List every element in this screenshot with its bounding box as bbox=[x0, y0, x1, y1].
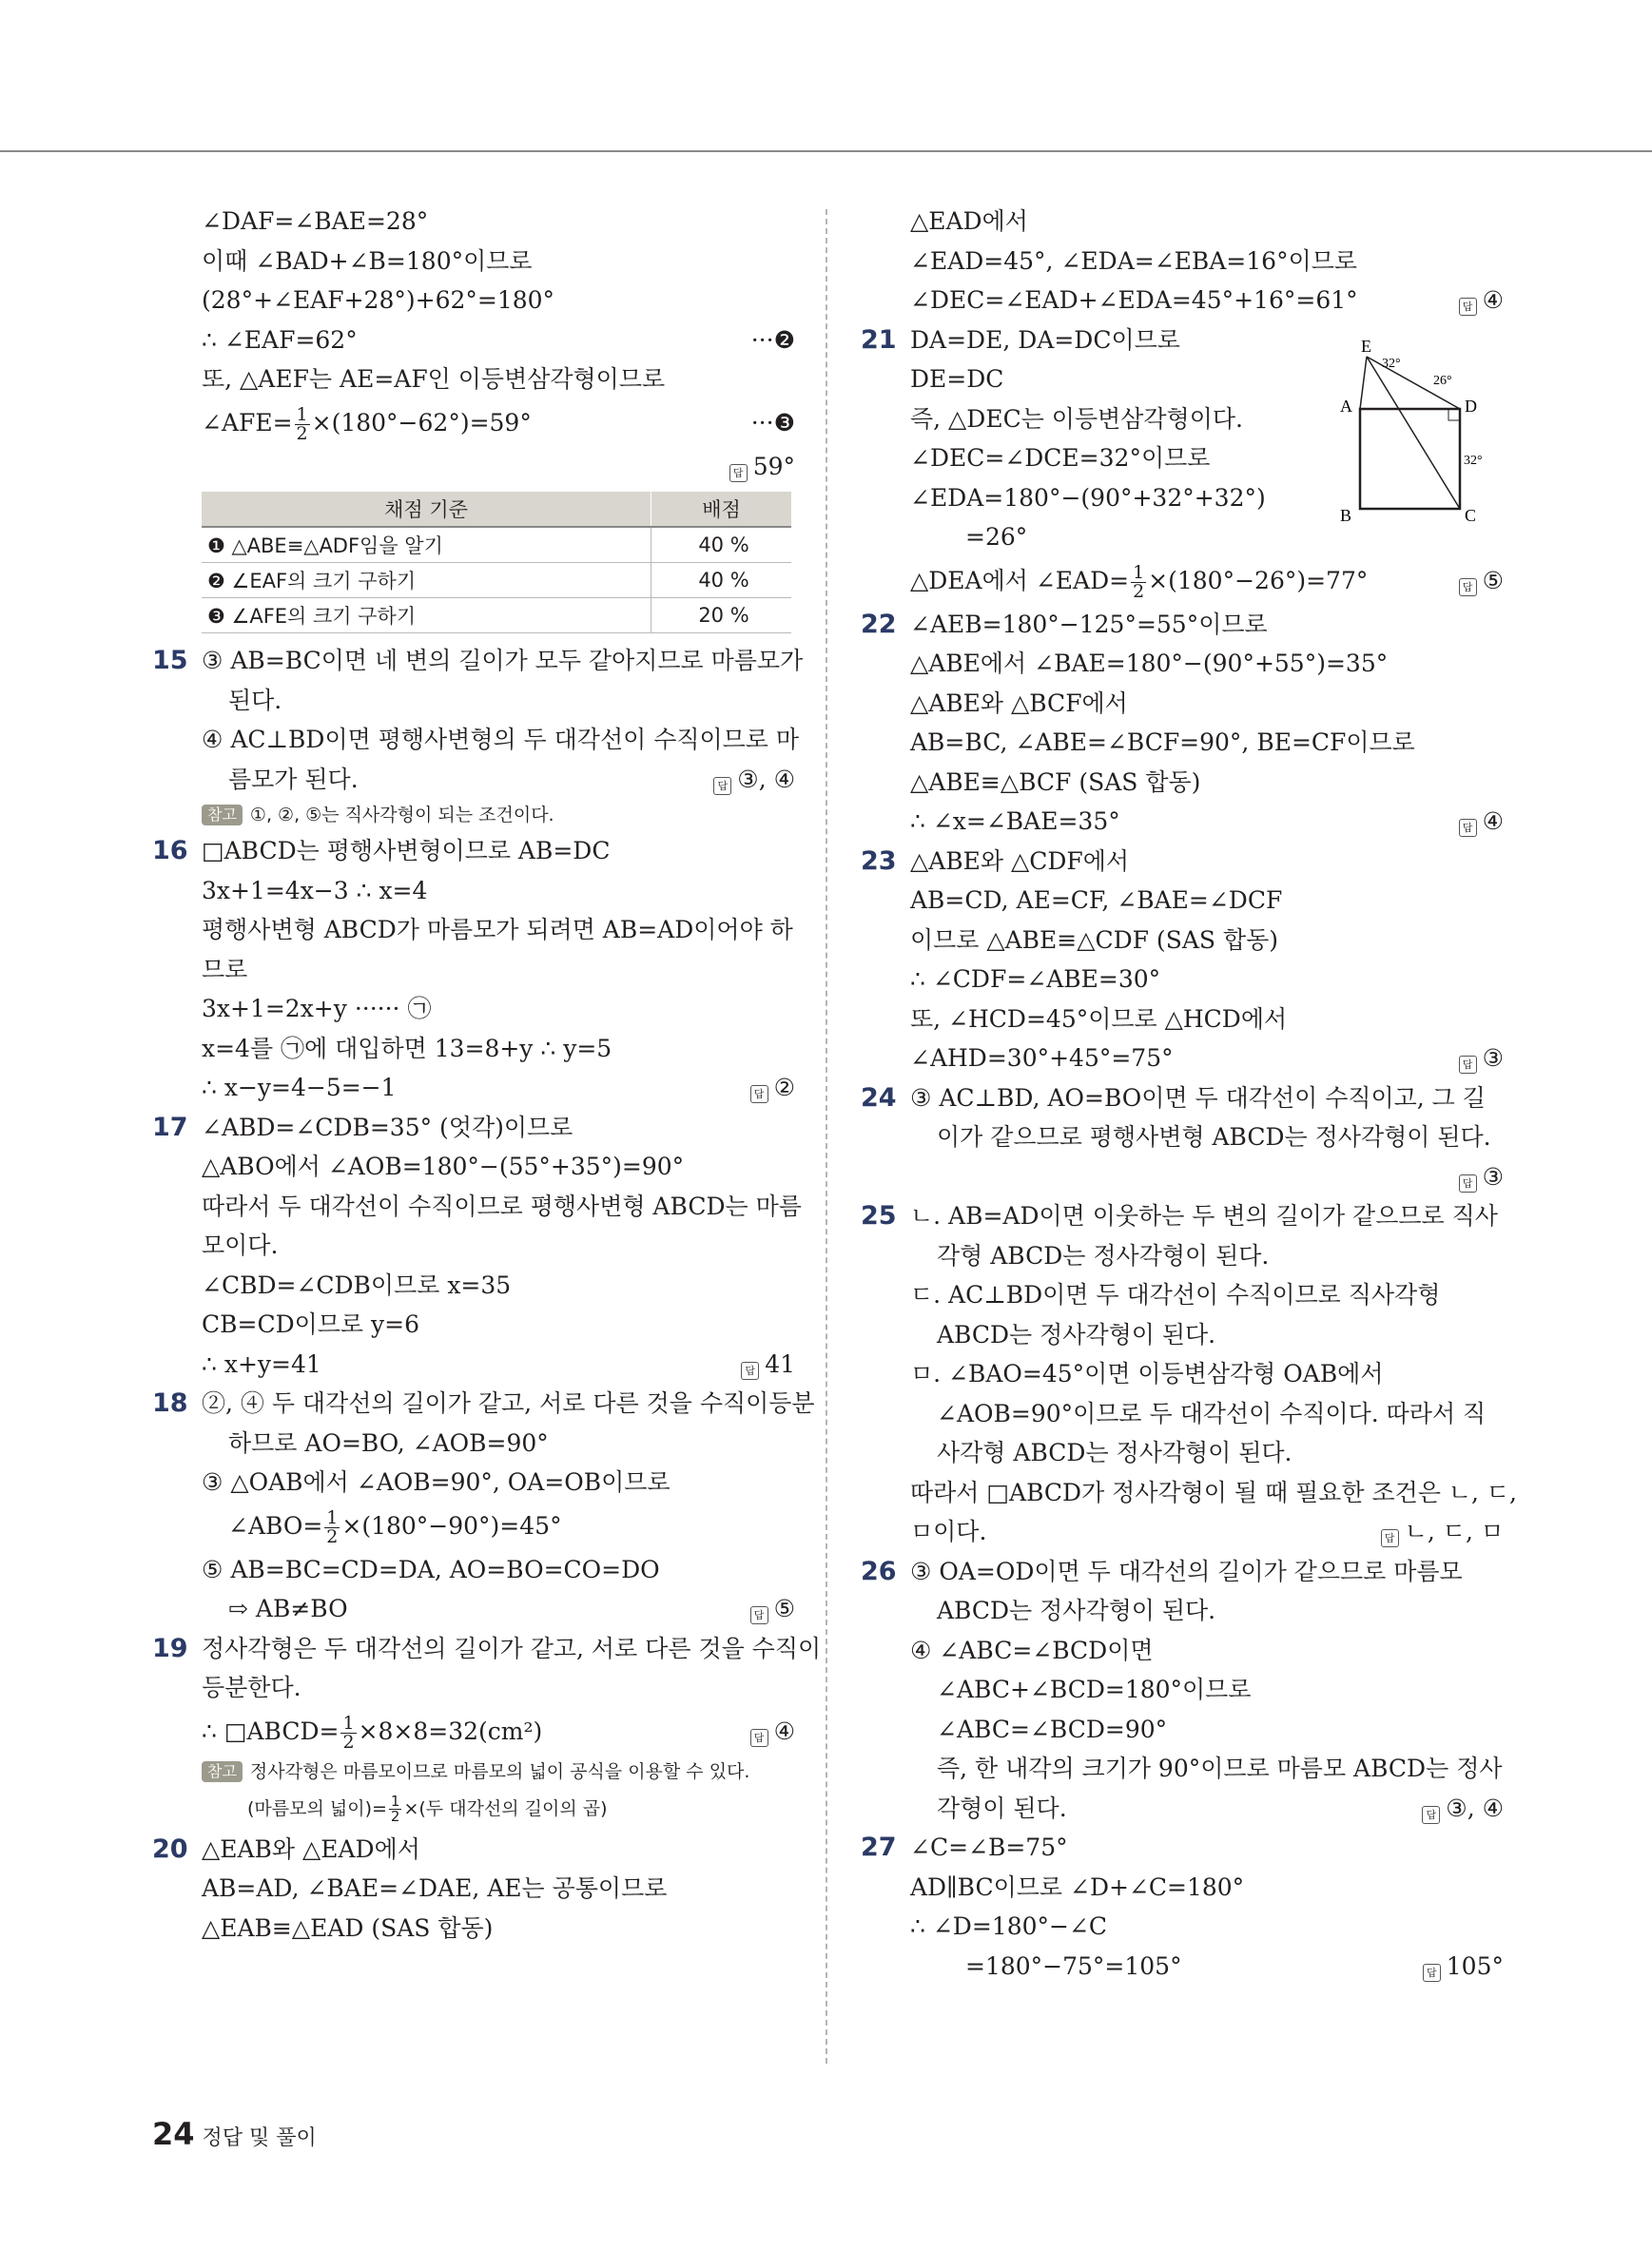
solution-line: 이가 같으므로 평행사변형 ABCD는 정사각형이 된다. bbox=[937, 1123, 1491, 1151]
problem-23: 23 △ABE와 △CDF에서 bbox=[861, 842, 1504, 882]
answer-line bbox=[152, 447, 795, 487]
answer-icon: 답 bbox=[1459, 1056, 1477, 1074]
problem-21: 21 DA=DE, DA=DC이므로 bbox=[861, 320, 1504, 360]
answer-icon: 답 bbox=[1459, 578, 1477, 596]
solution-line: △DEA에서 ∠EAD= $\frac{1}{2}$ ×(180°−26°)=77° 답 ⑤ bbox=[861, 557, 1504, 605]
solution-line: 따라서 □ABCD가 정사각형이 될 때 필요한 조건은 ㄴ, ㄷ, bbox=[910, 1478, 1518, 1506]
figure-label: E bbox=[1361, 337, 1371, 356]
answer-icon: 답 bbox=[750, 1085, 768, 1103]
answer-icon: 답 bbox=[1381, 1529, 1399, 1547]
solution-line: 3x+1=2x+y ······ ㉠ bbox=[202, 995, 432, 1022]
solution-line: AB=AD, ∠BAE=∠DAE, AE는 공통이므로 bbox=[202, 1874, 668, 1902]
solution-line: ∠AHD=30°+45°=75° 답 ③ bbox=[861, 1038, 1504, 1078]
solution-line: AB=CD, AE=CF, ∠BAE=∠DCF bbox=[910, 886, 1283, 914]
solution-line: △EAB≡△EAD (SAS 합동) bbox=[202, 1913, 494, 1942]
problem-22: 22 ∠AEB=180°−125°=55°이므로 bbox=[861, 605, 1504, 645]
table-row: ❶ △ABE≡△ADF임을 알기 40 % bbox=[202, 527, 791, 563]
solution-line: △ABE에서 ∠BAE=180°−(90°+55°)=35° bbox=[910, 650, 1389, 677]
answer-icon: 답 bbox=[750, 1729, 768, 1747]
solution-line: ∴ ∠D=180°−∠C bbox=[910, 1912, 1108, 1940]
problem-number: 22 bbox=[861, 609, 897, 639]
fraction: $\frac{1}{2}$ bbox=[296, 403, 308, 444]
problem-16: 16 □ABCD는 평행사변형이므로 AB=DC bbox=[152, 831, 795, 871]
answer: 답 ③ bbox=[1459, 1038, 1504, 1078]
problem-number: 17 bbox=[152, 1112, 188, 1142]
answer: 답 ② bbox=[750, 1068, 795, 1108]
problem-number: 15 bbox=[152, 646, 188, 675]
table-header: 배점 bbox=[651, 492, 792, 527]
figure-label: C bbox=[1465, 506, 1477, 523]
answer-icon: 답 bbox=[1422, 1806, 1440, 1824]
problem-18: 18 ②, ④ 두 대각선의 길이가 같고, 서로 다른 것을 수직이등분 bbox=[152, 1384, 795, 1424]
problem-number: 25 bbox=[861, 1201, 897, 1231]
solution-line: △ABO에서 ∠AOB=180°−(55°+35°)=90° bbox=[202, 1153, 685, 1180]
note: (마름모의 넓이)= $\frac{1}{2}$ ×(두 대각선의 길이의 곱) bbox=[247, 1792, 608, 1825]
solution-line: 즉, △DEC는 이등변삼각형이다. bbox=[910, 404, 1243, 433]
answer: 답 ③ bbox=[1459, 1157, 1504, 1197]
solution-line: 3x+1=4x−3 ∴ x=4 bbox=[202, 876, 428, 904]
grading-table bbox=[202, 492, 791, 633]
table-row: ❸ ∠AFE의 크기 구하기 20 % bbox=[202, 598, 791, 633]
fraction: $\frac{1}{2}$ bbox=[390, 1792, 400, 1825]
solution-line: 또, △AEF는 AE=AF인 이등변삼각형이므로 bbox=[202, 365, 666, 393]
solution-line: ∠DAF=∠BAE=28° bbox=[202, 207, 429, 235]
note: 참고 ①, ②, ⑤는 직사각형이 되는 조건이다. bbox=[152, 799, 795, 831]
footer-label: 정답 및 풀이 bbox=[202, 2126, 317, 2150]
answer-icon: 답 bbox=[750, 1606, 768, 1624]
solution-line: ∠DEC=∠EAD+∠EDA=45°+16°=61° 답 ④ bbox=[861, 281, 1504, 320]
solution-line: 각형 ABCD는 정사각형이 된다. bbox=[937, 1241, 1270, 1270]
answer-icon: 답 bbox=[741, 1362, 759, 1380]
solution-line: AD∥BC이므로 ∠D+∠C=180° bbox=[910, 1873, 1245, 1901]
page-number: 24 bbox=[152, 2116, 195, 2152]
solution-line: =180°−75°=105° 답 105° bbox=[861, 1947, 1504, 1987]
problem-24: 24 ③ AC⊥BD, AO=BO이면 두 대각선이 수직이고, 그 길 bbox=[861, 1078, 1504, 1118]
solution-line: ∠ABC+∠BCD=180°이므로 bbox=[937, 1676, 1252, 1703]
table-row: ❷ ∠EAF의 크기 구하기 40 % bbox=[202, 563, 791, 598]
solution-line: ㅁ. ∠BAO=45°이면 이등변삼각형 OAB에서 bbox=[910, 1360, 1384, 1387]
answer-icon: 답 bbox=[729, 464, 748, 482]
answer-icon: 답 bbox=[1459, 298, 1477, 316]
answer: 답 ⑤ bbox=[1459, 557, 1504, 605]
problem-19: 19 정사각형은 두 대각선의 길이가 같고, 서로 다른 것을 수직이 bbox=[152, 1629, 795, 1669]
answer: 답 105° bbox=[1423, 1947, 1504, 1987]
solution-line: ∴ □ABCD= $\frac{1}{2}$ ×8×8=32(cm²) 답 ④ bbox=[152, 1708, 795, 1756]
answer: 답 ③, ④ bbox=[1422, 1789, 1504, 1829]
solution-line: 이때 ∠BAD+∠B=180°이므로 bbox=[202, 246, 533, 275]
answer-icon: 답 bbox=[1423, 1964, 1441, 1982]
page-footer bbox=[152, 2116, 317, 2152]
solution-line: △EAD에서 bbox=[910, 207, 1028, 235]
square-diagram bbox=[1327, 333, 1517, 523]
solution-line: CB=CD이므로 y=6 bbox=[202, 1310, 419, 1338]
solution-line: 므로 bbox=[202, 955, 248, 983]
fraction: $\frac{1}{2}$ bbox=[342, 1712, 355, 1753]
answer: 답 41 bbox=[741, 1345, 795, 1385]
solution-line: x=4를 ㉠에 대입하면 13=8+y ∴ y=5 bbox=[202, 1034, 612, 1062]
solution-line: ∴ ∠x=∠BAE=35° 답 ④ bbox=[861, 802, 1504, 842]
problem-number: 16 bbox=[152, 836, 188, 865]
fraction: $\frac{1}{2}$ bbox=[326, 1506, 339, 1547]
answer: 답 ④ bbox=[1459, 281, 1504, 320]
solution-line: DE=DC bbox=[910, 365, 1004, 393]
solution-line: 된다. bbox=[228, 686, 282, 714]
solution-line: 따라서 두 대각선이 수직이므로 평행사변형 ABCD는 마름 bbox=[202, 1192, 802, 1220]
solution-line: ∴ ∠EAF=62° ···❷ bbox=[152, 320, 795, 360]
left-column bbox=[152, 202, 822, 1948]
solution-line: ∠AOB=90°이므로 두 대각선이 수직이다. 따라서 직 bbox=[937, 1399, 1487, 1427]
problem-26: 26 ③ OA=OD이면 두 대각선의 길이가 같으므로 마름모 bbox=[861, 1552, 1504, 1592]
solution-line: ㄷ. AC⊥BD이면 두 대각선이 수직이므로 직사각형 bbox=[910, 1281, 1441, 1309]
answer-line bbox=[861, 1157, 1504, 1197]
answer-icon: 답 bbox=[1459, 1174, 1477, 1193]
figure-angle: 32° bbox=[1464, 454, 1483, 468]
solution-line: 름모가 된다. 답 ③, ④ bbox=[152, 760, 795, 800]
problem-number: 19 bbox=[152, 1633, 188, 1663]
solution-line: ④ ∠ABC=∠BCD이면 bbox=[910, 1636, 1154, 1664]
problem-number: 21 bbox=[861, 324, 897, 355]
solution-line: 사각형 ABCD는 정사각형이 된다. bbox=[937, 1439, 1292, 1466]
solution-line: ③ △OAB에서 ∠AOB=90°, OA=OB이므로 bbox=[202, 1468, 671, 1496]
figure-label: B bbox=[1340, 506, 1352, 523]
solution-line: ∠ABC=∠BCD=90° bbox=[937, 1715, 1168, 1743]
solution-line: ∴ x+y=41 답 41 bbox=[152, 1345, 795, 1385]
answer-icon: 답 bbox=[1459, 819, 1477, 837]
answer: 답 ③, ④ bbox=[713, 760, 795, 800]
solution-line: ④ AC⊥BD이면 평행사변형의 두 대각선이 수직이므로 마 bbox=[202, 726, 800, 753]
solution-line: ⑤ AB=BC=CD=DA, AO=BO=CO=DO bbox=[202, 1555, 660, 1583]
solution-line: ABCD는 정사각형이 된다. bbox=[937, 1320, 1216, 1349]
answer: 답 59° bbox=[729, 447, 795, 487]
answer: 답 ④ bbox=[1459, 802, 1504, 842]
problem-number: 26 bbox=[861, 1556, 897, 1586]
solution-line: 모이다. bbox=[202, 1232, 279, 1259]
figure-angle: 26° bbox=[1433, 374, 1452, 388]
solution-line: △ABE≡△BCF (SAS 합동) bbox=[910, 767, 1201, 796]
fraction: $\frac{1}{2}$ bbox=[1133, 561, 1145, 602]
step-mark: ···❷ bbox=[750, 325, 795, 354]
solution-line: 하므로 AO=BO, ∠AOB=90° bbox=[228, 1428, 549, 1457]
solution-line: ABCD는 정사각형이 된다. bbox=[937, 1597, 1216, 1624]
solution-line: ∠EAD=45°, ∠EDA=∠EBA=16°이므로 bbox=[910, 246, 1358, 275]
note-badge: 참고 bbox=[202, 805, 243, 825]
problem-number: 20 bbox=[152, 1834, 188, 1864]
figure-label: D bbox=[1465, 397, 1477, 416]
problem-25: 25 ㄴ. AB=AD이면 이웃하는 두 변의 길이가 같으므로 직사 bbox=[861, 1196, 1504, 1236]
answer: 답 ㄴ, ㄷ, ㅁ bbox=[1381, 1512, 1504, 1552]
answer: 답 ⑤ bbox=[750, 1589, 795, 1629]
problem-15: 15 ③ AB=BC이면 네 변의 길이가 모두 같아지므로 마름모가 bbox=[152, 641, 795, 681]
step-mark: ···❸ bbox=[750, 408, 795, 437]
solution-line: ∠ABO= $\frac{1}{2}$ ×(180°−90°)=45° bbox=[228, 1506, 562, 1547]
problem-number: 27 bbox=[861, 1833, 897, 1862]
solution-line: ㅁ이다. 답 ㄴ, ㄷ, ㅁ bbox=[861, 1512, 1504, 1552]
solution-line: =26° bbox=[965, 523, 1028, 551]
solution-line: 또, ∠HCD=45°이므로 △HCD에서 bbox=[910, 1004, 1288, 1033]
top-rule bbox=[0, 150, 1652, 152]
problem-17: 17 ∠ABD=∠CDB=35° (엇각)이므로 bbox=[152, 1108, 795, 1148]
note: 참고 정사각형은 마름모이므로 마름모의 넓이 공식을 이용할 수 있다. bbox=[152, 1756, 795, 1788]
note-badge: 참고 bbox=[202, 1761, 243, 1782]
solution-line: ∠DEC=∠DCE=32°이므로 bbox=[910, 444, 1211, 472]
solution-line: ∠AFE= $\frac{1}{2}$ ×(180°−62°)=59° ···❸ bbox=[152, 399, 795, 447]
answer: 답 ④ bbox=[750, 1708, 795, 1756]
solution-line: ⇨ AB≠BO 답 ⑤ bbox=[152, 1589, 795, 1629]
solution-line: ∴ ∠CDF=∠ABE=30° bbox=[910, 965, 1161, 993]
solution-line: (28°+∠EAF+28°)+62°=180° bbox=[202, 286, 555, 314]
problem-27: 27 ∠C=∠B=75° bbox=[861, 1828, 1504, 1868]
problem-number: 23 bbox=[861, 845, 897, 876]
solution-line: ∠CBD=∠CDB이므로 x=35 bbox=[202, 1271, 512, 1299]
solution-line: 등분한다. bbox=[202, 1674, 301, 1701]
column-divider bbox=[826, 209, 827, 2064]
figure-angle: 32° bbox=[1382, 357, 1401, 371]
solution-line: 평행사변형 ABCD가 마름모가 되려면 AB=AD이어야 하 bbox=[202, 916, 793, 943]
solution-line: △ABE와 △BCF에서 bbox=[910, 689, 1128, 717]
problem-number: 18 bbox=[152, 1388, 188, 1418]
solution-line: 각형이 된다. 답 ③, ④ bbox=[861, 1789, 1504, 1829]
table-header: 채점 기준 bbox=[202, 492, 651, 527]
solution-line: AB=BC, ∠ABE=∠BCF=90°, BE=CF이므로 bbox=[910, 728, 1415, 756]
solution-line: ∴ x−y=4−5=−1 답 ② bbox=[152, 1068, 795, 1108]
solution-line: ∠EDA=180°−(90°+32°+32°) bbox=[910, 483, 1266, 512]
solution-line: 이므로 △ABE≡△CDF (SAS 합동) bbox=[910, 925, 1278, 954]
problem-20: 20 △EAB와 △EAD에서 bbox=[152, 1830, 795, 1870]
answer-icon: 답 bbox=[713, 777, 731, 795]
problem-number: 24 bbox=[861, 1082, 897, 1113]
solution-line: 즉, 한 내각의 크기가 90°이므로 마름모 ABCD는 정사 bbox=[937, 1755, 1503, 1782]
figure-label: A bbox=[1340, 397, 1352, 416]
